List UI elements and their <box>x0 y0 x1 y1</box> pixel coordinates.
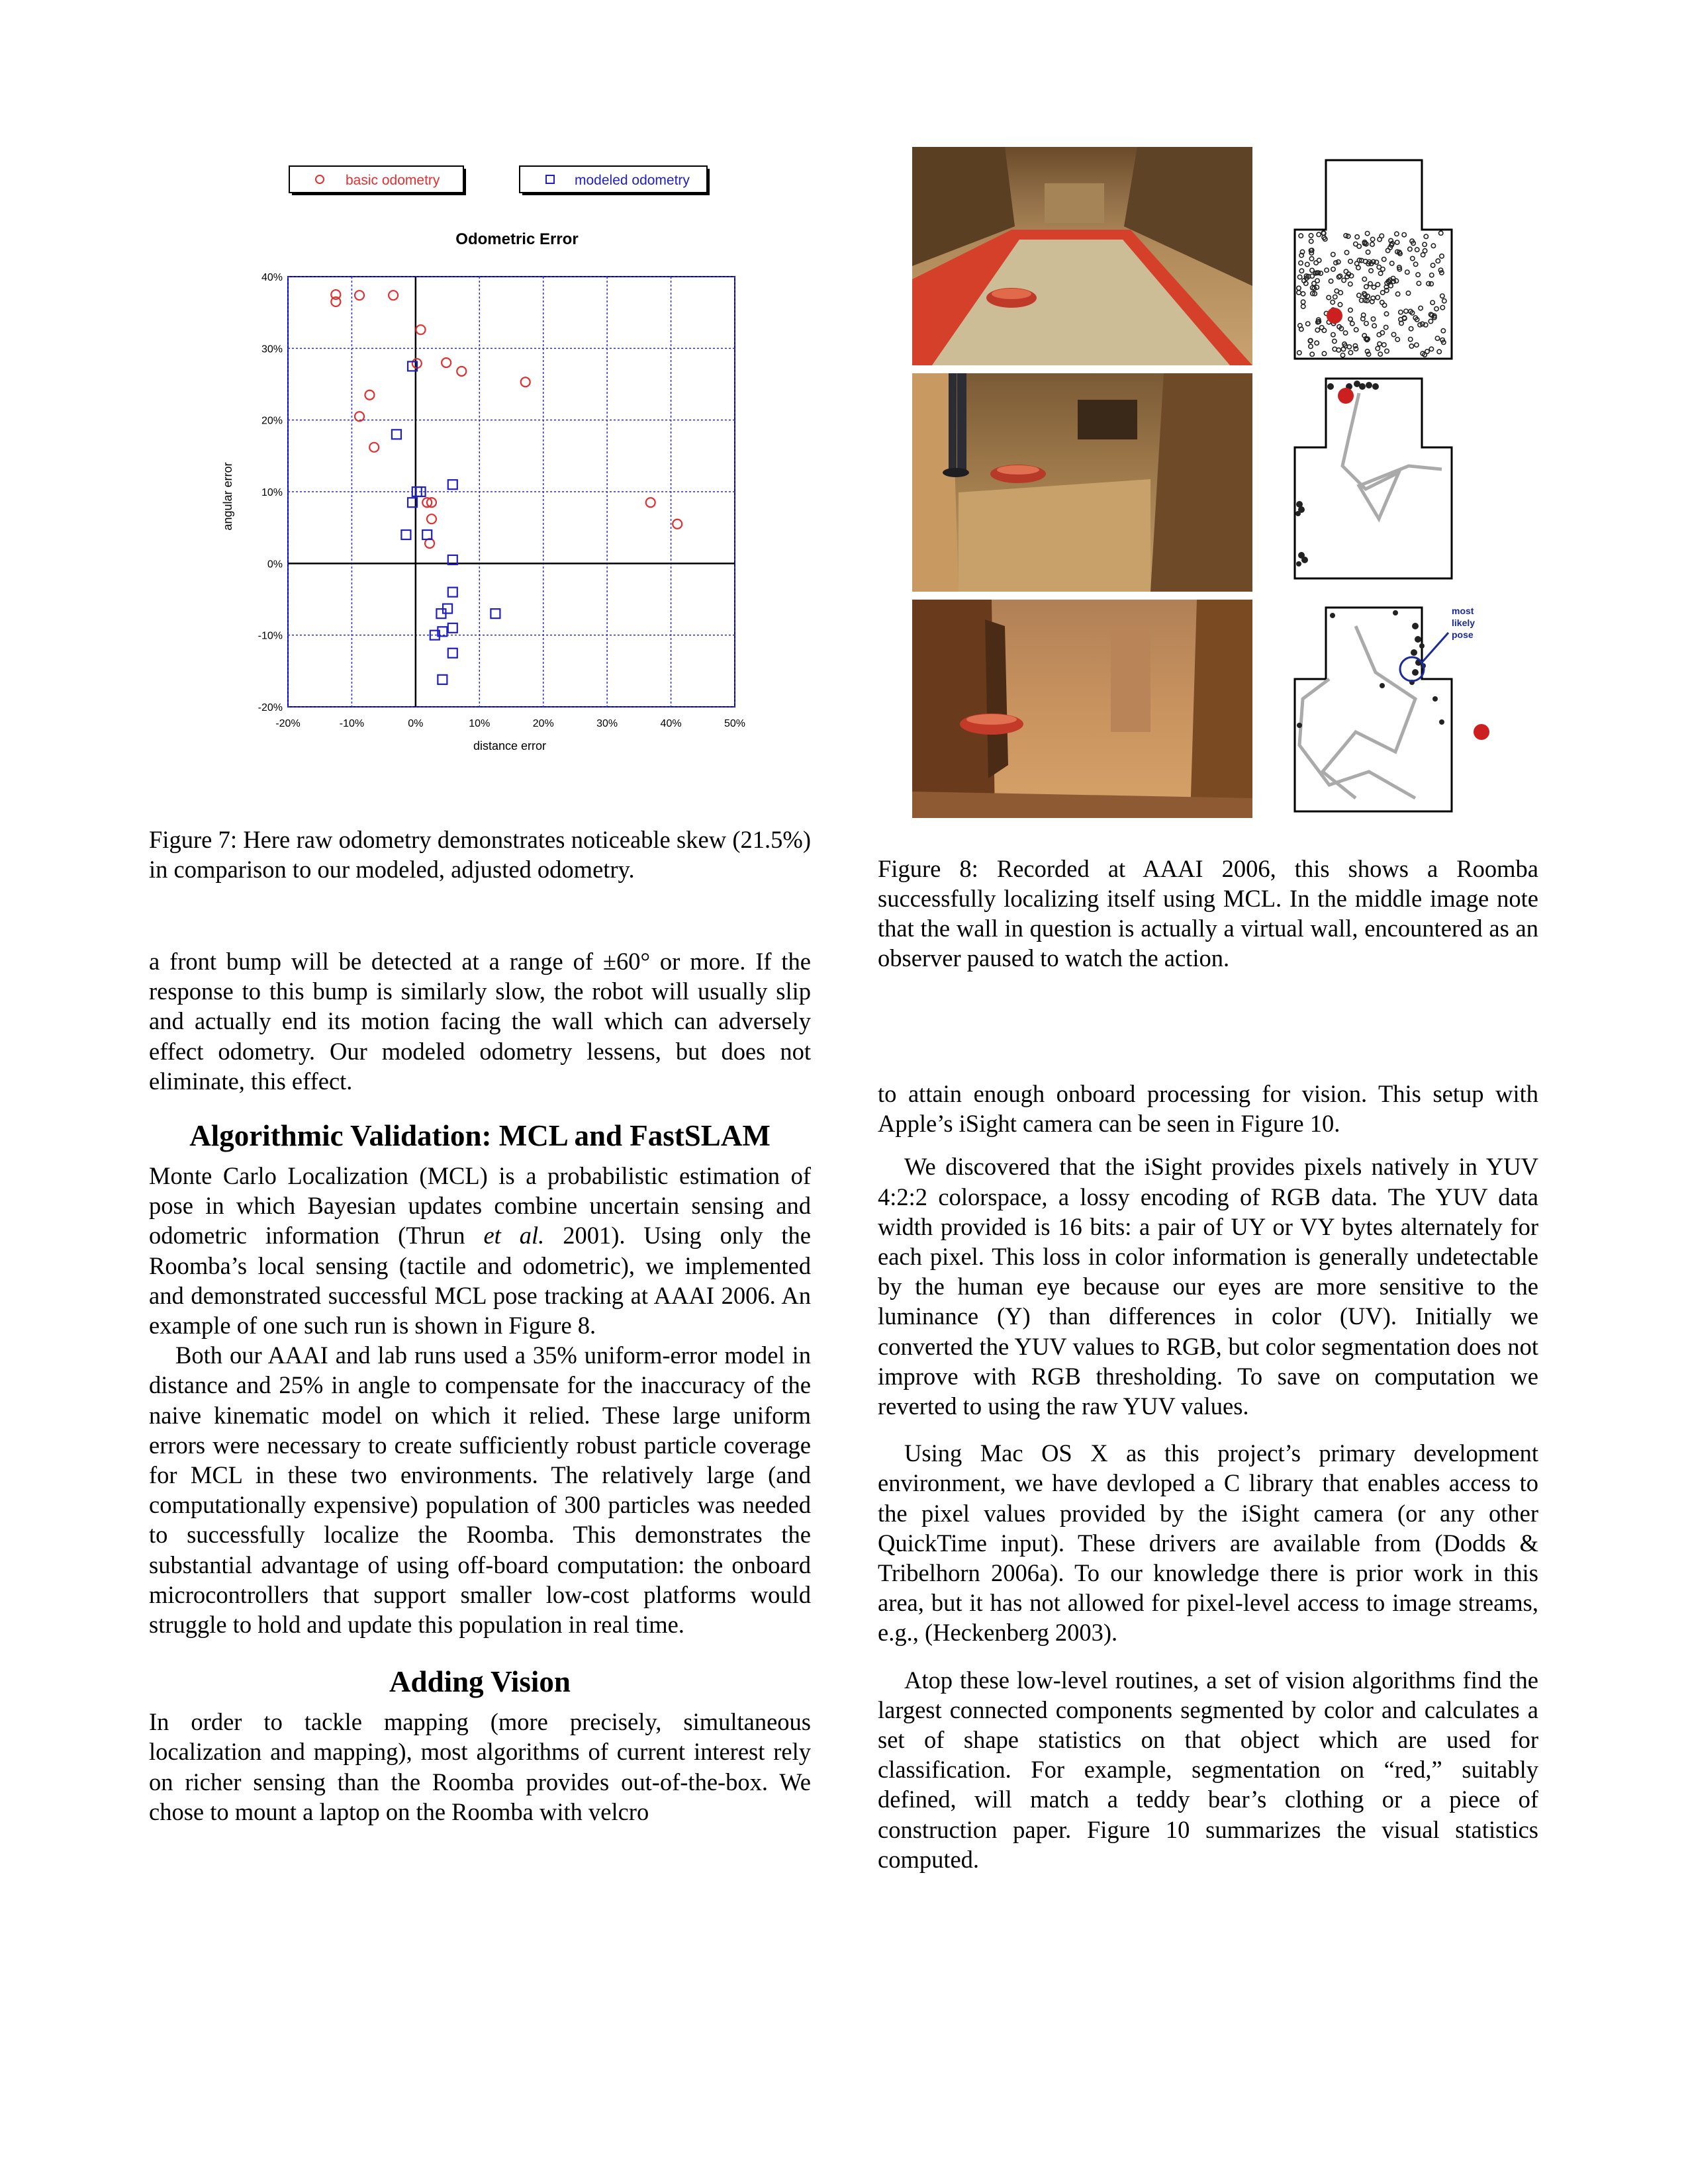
y-tick-label: 40% <box>261 272 283 283</box>
x-tick-label: -10% <box>339 718 365 729</box>
section-heading-mcl: Algorithmic Validation: MCL and FastSLAM <box>189 1119 771 1153</box>
x-tick-label: 40% <box>660 718 682 729</box>
particle-map-2 <box>1283 373 1530 592</box>
y-tick-label: -20% <box>258 702 283 713</box>
right-column <box>878 1079 1538 1874</box>
hallway-photo-3 <box>912 600 1252 818</box>
x-tick-label: 30% <box>596 718 618 729</box>
paragraph-onboard: to attain enough onboard processing for vision. This setup with Apple’s iSight camera can be seen in Figure 10. <box>878 1080 1538 1138</box>
annotation-pose: pose <box>1452 629 1474 640</box>
figure-7-caption: Figure 7: Here raw odometry demonstrates noticeable skew (21.5%) in comparison to our modeled, adjusted odometry. <box>149 826 811 883</box>
chart-title: Odometric Error <box>455 230 579 248</box>
x-tick-label: 50% <box>724 718 746 729</box>
legend-label-modeled: modeled odometry <box>575 173 690 188</box>
x-tick-label: 20% <box>532 718 554 729</box>
x-tick-label: -20% <box>275 718 301 729</box>
x-tick-label: 10% <box>469 718 491 729</box>
chart-legend <box>289 166 710 195</box>
paragraph-macos: Using Mac OS X as this project’s primary development environment, we have devloped a C library that enables access to the pixel values provided by the iSight camera (or any other QuickTime input). These drivers are available from (Dodds & Tribelhorn 2006a). To our knowledge there is prior work in this area, but it has not allowed for pixel-level access to image streams, e.g., (Heckenberg 2003). <box>878 1439 1538 1647</box>
annotation-likely: likely <box>1452 617 1476 628</box>
paragraph-yuv: We discovered that the iSight provides pixels natively in YUV 4:2:2 colorspace, a lossy encoding of RGB data. The YUV data width provided is 16 bits: a pair of UY or VY bytes alternately for each pixel. This loss in color information is generally undetectable by the human eye because our eyes are more sensitive to the luminance (Y) than differences in color (UV). Initially we converted the YUV values to RGB, but color segmentation does not improve with RGB thresholding. To save on computation we reverted to using the raw YUV values. <box>878 1153 1538 1420</box>
paragraph-uniform-error: Both our AAAI and lab runs used a 35% uniform-error model in distance and 25% in angle to compensate for the inaccuracy of the naive kinematic model on which it relied. These large uniform errors were necessary to create sufficiently robust particle coverage for MCL in these two environments. The relatively large (and computationally expensive) population of 300 particles was needed to successfully localize the Roomba. This demonstrates the substantial advantage of using off-board computation: the onboard microcontrollers that support smaller low-cost platforms would struggle to hold and update this population in real time. <box>149 1342 811 1639</box>
odometric-error-chart <box>199 149 861 784</box>
figure-8-mcl-images <box>912 147 1530 822</box>
y-tick-label: -10% <box>258 630 283 642</box>
x-axis-label: distance error <box>473 739 547 752</box>
section-heading-vision: Adding Vision <box>389 1665 571 1699</box>
particle-map-1 <box>1283 147 1530 365</box>
y-tick-label: 10% <box>261 487 283 498</box>
hallway-photo-1 <box>912 147 1252 365</box>
figure-8-caption: Figure 8: Recorded at AAAI 2006, this shows a Roomba successfully localizing itself using MCL. In the middle image note that the wall in question is actually a virtual wall, encountered as an observer paused to watch the action. <box>878 855 1538 972</box>
particle-map-3 <box>1283 600 1530 818</box>
paragraph-vision-algorithms: Atop these low-level routines, a set of vision algorithms find the largest connected components segmented by color and calculates a set of shape statistics on that object which are used for classification. For example, segmentation on “red,” suitably defined, will match a teddy bear’s clothing or a piece of construction paper. Figure 10 summarizes the visual statistics computed. <box>878 1666 1538 1873</box>
y-axis-label: angular error <box>221 462 234 531</box>
x-tick-label: 0% <box>408 718 424 729</box>
paragraph-mcl-intro: Monte Carlo Localization (MCL) is a probabilistic estimation of pose in which Bayesian updates combine uncertain sensing and odometric information (Thrun et al. 2001). Using only the Roomba’s local sensing (tactile and odometric), we implemented and demonstrated successful MCL pose tracking at AAAI 2006. An example of one such run is shown in Figure 8. <box>149 1162 811 1340</box>
left-column <box>149 946 811 1827</box>
y-tick-label: 0% <box>267 559 283 570</box>
y-tick-label: 20% <box>261 415 283 427</box>
annotation-most: most <box>1452 606 1474 616</box>
hallway-photo-2 <box>912 373 1252 592</box>
legend-label-basic: basic odometry <box>346 173 440 188</box>
paragraph-bump-detection: a front bump will be detected at a range of ±60° or more. If the response to this bump is similarly slow, the robot will usually slip and actually end its motion facing the wall which can adversely effect odometry. Our modeled odometry lessens, but does not eliminate, this effect. <box>149 948 811 1095</box>
paragraph-mapping: In order to tackle mapping (more precisely, simultaneous localization and mapping), most algorithms of current interest rely on richer sensing than the Roomba provides out-of-the-box. We chose to mount a laptop on the Roomba with velcro <box>149 1708 811 1825</box>
y-tick-label: 30% <box>261 343 283 355</box>
